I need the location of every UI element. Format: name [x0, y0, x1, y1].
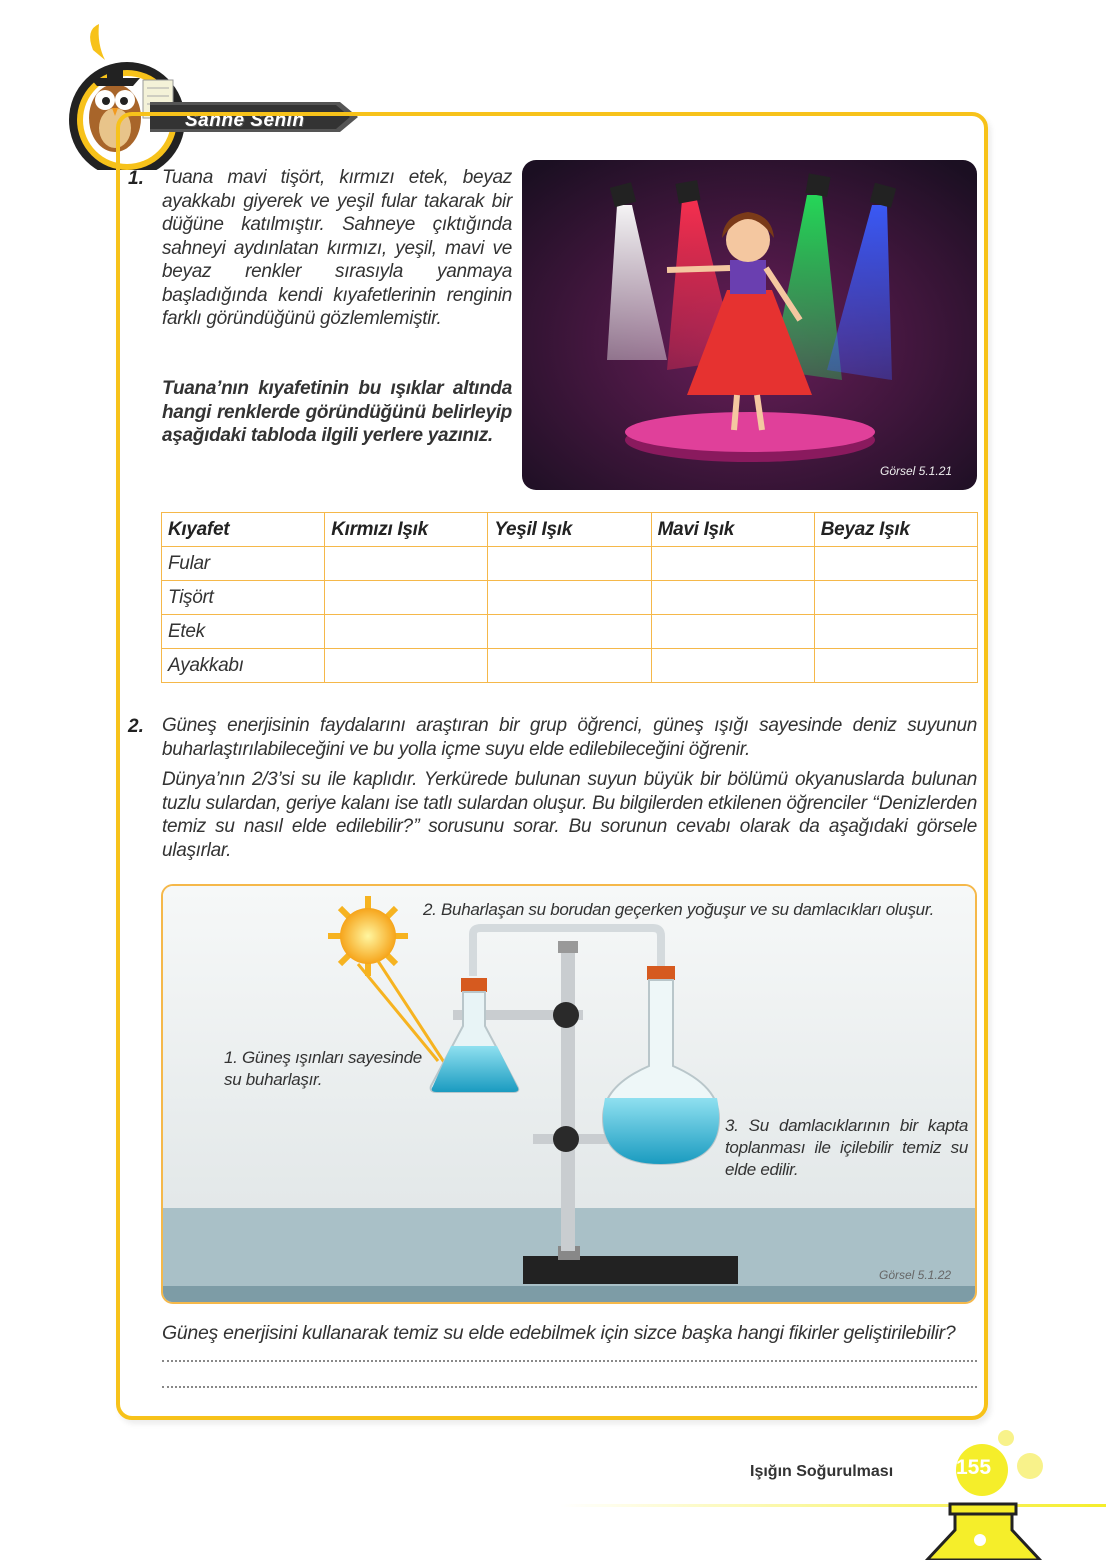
question-2-paragraph-2: Dünya’nın 2/3’si su ile kaplıdır. Yerkürede bulunan suyun büyük bir bölümü okyanuslarda bulunan tuzlu sulardan, geriye kalanı ise tatlı sulardan oluşur. Bu bilgilerden etkilenen öğrenciler ‘‘Denizlerden temiz su nasıl elde edilebilir?’’ sorusunu sorar. Bu sorunun cevabı olarak da aşağıdaki görsele ulaşırlar.	[162, 769, 977, 861]
answer-cell[interactable]	[814, 547, 977, 581]
footer-flask-decoration	[560, 1420, 1106, 1560]
row-label-shoes: Ayakkabı	[162, 649, 325, 683]
answer-line-2[interactable]	[162, 1384, 977, 1388]
answer-line-1[interactable]	[162, 1358, 977, 1362]
header-green-light: Yeşil Işık	[488, 513, 651, 547]
header-garment: Kıyafet	[162, 513, 325, 547]
row-label-tshirt: Tişört	[162, 581, 325, 615]
stage-photo	[522, 160, 977, 490]
question-1-number: 1.	[128, 168, 144, 189]
row-label-skirt: Etek	[162, 615, 325, 649]
clothing-color-table	[161, 512, 978, 683]
header-blue-light: Mavi Işık	[651, 513, 814, 547]
answer-cell[interactable]	[651, 649, 814, 683]
question-1-intro: Tuana mavi tişört, kırmızı etek, beyaz ayakkabı giyerek ve yeşil fular takarak bir düğüne katılmıştır. Sahneye çıktığında sahneyi aydınlatan kırmızı, yeşil, mavi ve beyaz renkler sırasıyla yanmaya başladığında kendi kıyafetlerinin renginin farklı göründüğünü gözlemlemiştir.	[162, 167, 512, 329]
answer-cell[interactable]	[325, 615, 488, 649]
question-2-paragraph-1: Güneş enerjisinin faydalarını araştıran bir grup öğrenci, güneş ışığı sayesinde deniz suyunun buharlaştırılabileceğini ve bu yolla içme suyu elde edilebileceğini öğrenir.	[162, 715, 977, 760]
table-row	[162, 649, 978, 683]
illustration-caption: Görsel 5.1.22	[879, 1268, 952, 1282]
distillation-illustration	[161, 884, 977, 1304]
answer-cell[interactable]	[814, 615, 977, 649]
photo-caption: Görsel 5.1.21	[880, 464, 953, 478]
answer-cell[interactable]	[325, 581, 488, 615]
answer-cell[interactable]	[325, 649, 488, 683]
sun-icon	[328, 896, 408, 976]
step-1-label: 1. Güneş ışınları sayesinde su buharlaşır.	[224, 1048, 422, 1089]
page-number: 155	[956, 1456, 992, 1479]
answer-cell[interactable]	[488, 615, 651, 649]
footer-chapter-title: Işığın Soğurulması	[750, 1463, 894, 1480]
row-label-scarf: Fular	[162, 547, 325, 581]
banner-label: Sahne Senin	[185, 110, 305, 131]
step-2-label: 2. Buharlaşan su borudan geçerken yoğuşur ve su damlacıkları oluşur.	[423, 900, 934, 919]
step-3-label: 3. Su damlacıklarının bir kapta toplanması ile içilebilir temiz su elde edilir.	[725, 1116, 968, 1179]
answer-cell[interactable]	[325, 547, 488, 581]
question-2-open-question: Güneş enerjisini kullanarak temiz su elde edebilmek için sizce başka hangi fikirler geliştirilebilir?	[162, 1322, 956, 1344]
answer-cell[interactable]	[814, 649, 977, 683]
table-header-row	[162, 513, 978, 547]
header-red-light: Kırmızı Işık	[325, 513, 488, 547]
question-2-number: 2.	[128, 716, 144, 737]
answer-cell[interactable]	[651, 547, 814, 581]
table-row	[162, 615, 978, 649]
answer-cell[interactable]	[651, 581, 814, 615]
answer-cell[interactable]	[488, 581, 651, 615]
answer-cell[interactable]	[488, 649, 651, 683]
header-white-light: Beyaz Işık	[814, 513, 977, 547]
answer-cell[interactable]	[488, 547, 651, 581]
question-1-task: Tuana’nın kıyafetinin bu ışıklar altında hangi renklerde göründüğünü belirleyip aşağıdaki tabloda ilgili yerlere yazınız.	[162, 378, 512, 446]
table-row	[162, 547, 978, 581]
table-row	[162, 581, 978, 615]
answer-cell[interactable]	[651, 615, 814, 649]
answer-cell[interactable]	[814, 581, 977, 615]
